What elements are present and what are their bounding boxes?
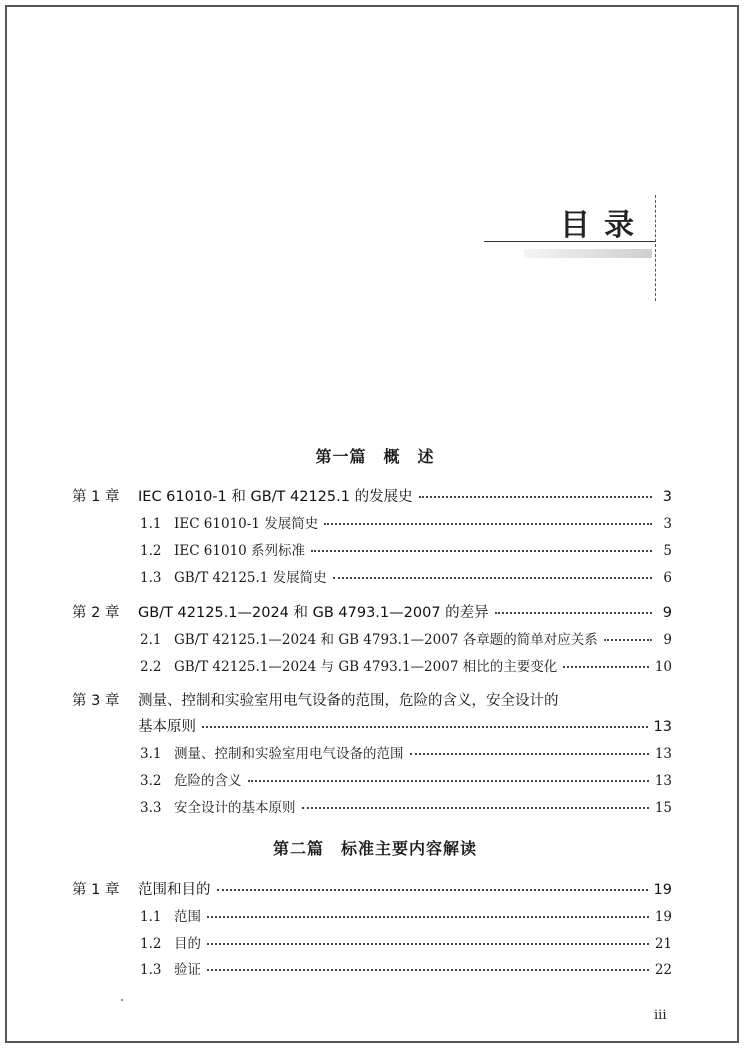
toc-section-3-1[interactable] [140, 742, 672, 762]
page-number: 19 [654, 909, 672, 925]
page-number: 10 [654, 659, 672, 675]
page-number: 6 [663, 570, 672, 586]
toc-section-p2-1-2[interactable] [140, 932, 672, 952]
section-title: 测量、控制和实验室用电气设备的范围 [174, 746, 404, 762]
dot-leader [324, 523, 652, 525]
chapter-title: 测量、控制和实验室用电气设备的范围，危险的含义，安全设计的 [138, 693, 559, 709]
dot-leader [495, 612, 652, 614]
toc-chapter-2[interactable] [72, 601, 672, 622]
dot-leader [202, 726, 648, 728]
part-heading-1: 第一篇 概 述 [315, 447, 435, 466]
dot-leader [207, 969, 649, 971]
dot-leader [563, 666, 649, 668]
page-folio: iii [654, 1008, 667, 1023]
chapter-number: 第 1 章 [72, 882, 120, 898]
section-title: 危险的含义 [174, 773, 242, 789]
page-number: 3 [662, 489, 672, 505]
title-dashed-line [655, 195, 656, 301]
page-number: 3 [663, 516, 672, 532]
title-underline [484, 241, 656, 242]
toc-section-1-2[interactable] [140, 539, 672, 559]
section-title: 范围 [174, 909, 201, 925]
dot-leader [311, 550, 652, 552]
page-number: 13 [653, 719, 672, 735]
section-number: 1.3 [140, 962, 162, 978]
page-number: 5 [663, 543, 672, 559]
print-speck [121, 999, 123, 1001]
page-number: 22 [654, 962, 672, 978]
section-number: 1.3 [140, 570, 162, 586]
chapter-title-continued: 基本原则 [138, 719, 196, 735]
dot-leader [217, 889, 648, 891]
section-number: 2.2 [140, 659, 162, 675]
dot-leader [419, 496, 652, 498]
part-heading-2: 第二篇 标准主要内容解读 [272, 839, 477, 858]
chapter-number: 第 2 章 [72, 605, 120, 621]
section-title: 安全设计的基本原则 [174, 800, 296, 816]
chapter-title: GB/T 42125.1—2024 和 GB 4793.1—2007 的差异 [138, 605, 489, 621]
section-title: 验证 [174, 962, 201, 978]
page-number: 9 [662, 605, 672, 621]
section-title: 目的 [174, 936, 201, 952]
toc-chapter-1[interactable] [72, 485, 672, 506]
toc-section-1-3[interactable] [140, 566, 672, 586]
page-number: 13 [654, 773, 672, 789]
page-number: 15 [654, 800, 672, 816]
section-title: GB/T 42125.1 发展简史 [174, 570, 327, 586]
toc-section-3-3[interactable] [140, 796, 672, 816]
section-title: GB/T 42125.1—2024 和 GB 4793.1—2007 各章题的简单对应关系 [174, 632, 598, 648]
chapter-title: IEC 61010-1 和 GB/T 42125.1 的发展史 [138, 489, 413, 505]
chapter-number: 第 1 章 [72, 489, 120, 505]
section-number: 3.1 [140, 746, 162, 762]
chapter-number: 第 3 章 [72, 693, 120, 709]
dot-leader [302, 807, 649, 809]
toc-section-1-1[interactable] [140, 512, 672, 532]
toc-chapter-3-continued[interactable] [138, 715, 672, 736]
toc-chapter-3[interactable] [72, 689, 672, 710]
section-number: 2.1 [140, 632, 162, 648]
section-title: IEC 61010 系列标准 [174, 543, 306, 559]
title-shade-bar [524, 249, 652, 258]
section-number: 1.2 [140, 936, 162, 952]
dot-leader [410, 753, 649, 755]
page-number: 21 [654, 936, 672, 952]
toc-section-2-2[interactable] [140, 655, 672, 675]
section-number: 3.3 [140, 800, 162, 816]
page-number: 13 [654, 746, 672, 762]
toc-section-2-1[interactable] [140, 628, 672, 648]
section-title: IEC 61010-1 发展简史 [174, 516, 319, 532]
section-number: 1.1 [140, 909, 162, 925]
section-title: GB/T 42125.1—2024 与 GB 4793.1—2007 相比的主要变化 [174, 659, 558, 675]
dot-leader [333, 577, 652, 579]
toc-section-p2-1-1[interactable] [140, 905, 672, 925]
page-title: 目录 [560, 208, 648, 243]
section-number: 3.2 [140, 773, 162, 789]
toc-section-p2-1-3[interactable] [140, 958, 672, 978]
dot-leader [207, 916, 649, 918]
toc-chapter-2-1[interactable] [72, 878, 672, 899]
toc-section-3-2[interactable] [140, 769, 672, 789]
chapter-title: 范围和目的 [138, 882, 211, 898]
dot-leader [248, 780, 649, 782]
dot-leader [604, 639, 652, 641]
section-number: 1.2 [140, 543, 162, 559]
section-number: 1.1 [140, 516, 162, 532]
dot-leader [207, 943, 649, 945]
page-number: 19 [653, 882, 672, 898]
page-number: 9 [663, 632, 672, 648]
